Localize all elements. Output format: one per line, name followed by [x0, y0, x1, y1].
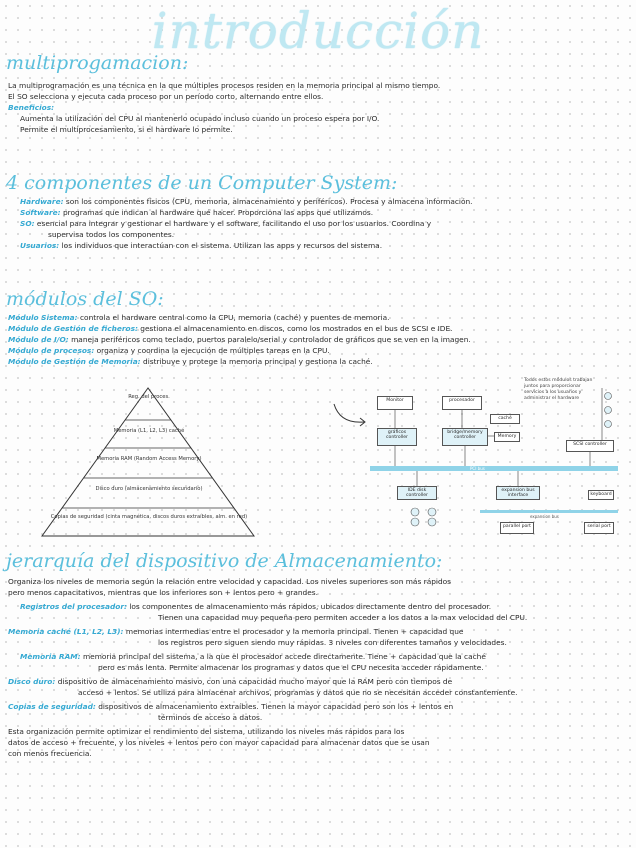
copias-label: Copias de seguridad:: [8, 702, 96, 711]
modulo-io-label: Módulo de I/O:: [8, 335, 69, 344]
software-text: programas que indican al hardware qué hacer. Proporciona las apps que utilizamos.: [62, 208, 374, 217]
usuarios-label: Usuarios:: [20, 241, 60, 250]
hardware-text: son los componentes físicos (CPU, memoria, almacenamiento y periféricos). Procesa y almacena información.: [65, 197, 473, 206]
hw-box-expansion-interface: expansion bus interface: [496, 486, 540, 500]
benefit-2: Permite el multiprocesamiento, si el hardware lo permite.: [20, 125, 233, 134]
pyramid-level-disco: Disco duro (almacenamiento secundario): [95, 486, 203, 492]
pyramid-level-cache: Memoria (L1, L2, L3) caché: [113, 428, 185, 434]
hardware-label: Hardware:: [20, 197, 64, 206]
jerarquia-intro-2: pero menos capacitativos, mientras que los inferiores son + lentos pero + grandes.: [8, 588, 318, 597]
modulo-io-text: maneja periféricos como teclado, puertos paralelo/serial y controlador de gráficos que se ven en la imagen.: [71, 335, 471, 344]
hw-box-scsi-controller: SCSI controller: [566, 440, 614, 452]
cache-label: Memoria caché (L1, L2, L3):: [8, 627, 124, 636]
benefits-label: Beneficios:: [8, 103, 55, 112]
hw-diagram-note: Todos estos módulos trabajan juntos para proporcionar servicios a los usuarios y administrar el hardware: [524, 378, 593, 401]
so-text-2: supervisa todos los componentes.: [48, 230, 175, 239]
heading-componentes: 4 componentes de un Computer System:: [6, 172, 398, 194]
disk-icon: [605, 393, 612, 400]
benefit-1: Aumenta la utilización del CPU al mantenerlo ocupado incluso cuando un proceso espera por I/O.: [20, 114, 380, 123]
software-label: Software:: [20, 208, 61, 217]
copias-text-2: términos de acceso a datos.: [158, 713, 263, 722]
hw-box-processor: procesador: [442, 396, 482, 410]
hw-box-keyboard: keyboard: [588, 490, 614, 500]
disco-text-2: acceso + lentos. Se utiliza para almacenar archivos, programas y datos que no se necesitan acceder constantemente.: [78, 688, 518, 697]
registros-text-2: Tienen una capacidad muy pequeña pero permiten acceder a los datos a la max velocidad del CPU.: [158, 613, 528, 622]
cache-text-1: memorias intermedias entre el procesador y la memoria principal. Tienen + capacidad que: [125, 627, 464, 636]
disco-label: Disco duro:: [8, 677, 56, 686]
hw-box-cache: caché: [490, 414, 520, 424]
so-label: SO:: [20, 219, 35, 228]
disk-icon: [605, 407, 612, 414]
pyramid-level-ram: Memoria RAM (Random Access Memory): [96, 456, 202, 462]
disco-text-1: dispositivo de almacenamiento masivo, con una capacidad mucho mayor que la RAM pero con tiempos de: [57, 677, 453, 686]
hw-box-serial-port: serial port: [584, 522, 614, 534]
ram-text-2: pero es más lenta. Permite almacenar los programas y datos que el CPU necesita acceder rápidamente.: [98, 663, 484, 672]
disk-icon: [411, 508, 419, 516]
modulo-ficheros-text: gestiona el almacenamiento en discos, como los mostrados en el bus de SCSI e IDE.: [140, 324, 453, 333]
hw-box-monitor: Monitor: [377, 396, 413, 410]
pyramid-level-registros: Reg. del proces.: [128, 394, 170, 400]
multiprog-text: [8, 80, 628, 135]
page-title: introducción: [151, 2, 485, 60]
jerarquia-text: [8, 576, 628, 759]
ram-text-1: memoria principal del sistema, a la que el procesador accede directamente. Tiene + capacidad que la caché: [82, 652, 486, 661]
hw-box-bridge-memory-controller: bridge/memory controller: [442, 428, 488, 446]
hw-box-graphics-controller: gráficos controller: [377, 428, 417, 446]
componentes-text: [8, 196, 628, 251]
modulo-memoria-text: distribuye y protege la memoria principal y gestiona la caché.: [143, 357, 373, 366]
hw-expansion-bus-label: expansion bus: [530, 514, 559, 519]
disk-icon: [605, 421, 612, 428]
jerarquia-outro-1: Esta organización permite optimizar el rendimiento del sistema, utilizando los niveles más rápidos para los: [8, 727, 405, 736]
hw-box-parallel-port: parallel port: [500, 522, 534, 534]
ram-label: Memoria RAM:: [20, 652, 81, 661]
hw-pci-bus-label: PCI bus: [470, 466, 485, 471]
copias-text-1: dispositivos de almacenamiento extraíbles. Tienen la mayor capacidad pero son los + lentos en: [98, 702, 454, 711]
modulo-procesos-text: organiza y coordina la ejecución de múltiples tareas en la CPU.: [96, 346, 330, 355]
heading-multiprogramacion: multiprogamacion:: [6, 52, 189, 74]
disk-icon: [428, 518, 436, 526]
disk-icon: [411, 518, 419, 526]
jerarquia-intro-1: Organiza los niveles de memoria según la relación entre velocidad y capacidad. Los niveles superiores son más rápidos: [8, 577, 452, 586]
pyramid-level-copias: Copias de seguridad (cinta magnética, discos duros extraíbles, alm. en red): [50, 514, 248, 520]
memory-pyramid-diagram: [38, 386, 258, 546]
modulos-text: [8, 312, 628, 367]
multiprog-para2: El SO selecciona y ejecuta cada proceso por un período corto, alternando entre ellos.: [8, 92, 324, 101]
usuarios-text: los individuos que interactúan con el sistema. Utilizan las apps y recursos del sistema.: [61, 241, 383, 250]
modulo-ficheros-label: Módulo de Gestión de ficheros:: [8, 324, 138, 333]
heading-jerarquia: jerarquía del dispositivo de Almacenamiento:: [6, 550, 443, 572]
modulo-sistema-text: controla el hardware central como la CPU, memoria (caché) y puentes de memoria.: [79, 313, 390, 322]
multiprog-para1: La multiprogramación es una técnica en la que múltiples procesos residen en la memoria principal al mismo tiempo.: [8, 81, 441, 90]
so-text-1: esencial para integrar y gestionar el hardware y el software, facilitando el uso por los usuarios. Coordina y: [36, 219, 432, 228]
registros-text-1: los componentes de almacenamiento más rápidos, ubicados directamente dentro del procesador.: [129, 602, 492, 611]
disk-icon: [428, 508, 436, 516]
modulo-sistema-label: Módulo Sistema:: [8, 313, 78, 322]
registros-label: Registros del procesador:: [20, 602, 127, 611]
modulo-procesos-label: Módulo de procesos:: [8, 346, 95, 355]
jerarquia-outro-2: datos de acceso + frecuente, y los niveles + lentos pero con mayor capacidad para almacenar datos que se usan: [8, 738, 430, 747]
hw-diagram-connectors: [370, 388, 620, 538]
hw-box-ide-controller: IDE disk controller: [397, 486, 437, 500]
heading-modulos: módulos del SO:: [6, 288, 164, 310]
cache-text-2: los registros pero siguen siendo muy rápidas. 3 niveles con diferentes tamaños y velocidades.: [158, 638, 507, 647]
jerarquia-outro-3: con menos frecuencia.: [8, 749, 92, 758]
curved-arrow-icon: [330, 400, 370, 430]
modulo-memoria-label: Módulo de Gestión de Memoria:: [8, 357, 141, 366]
hw-box-memory: Memory: [494, 432, 520, 442]
